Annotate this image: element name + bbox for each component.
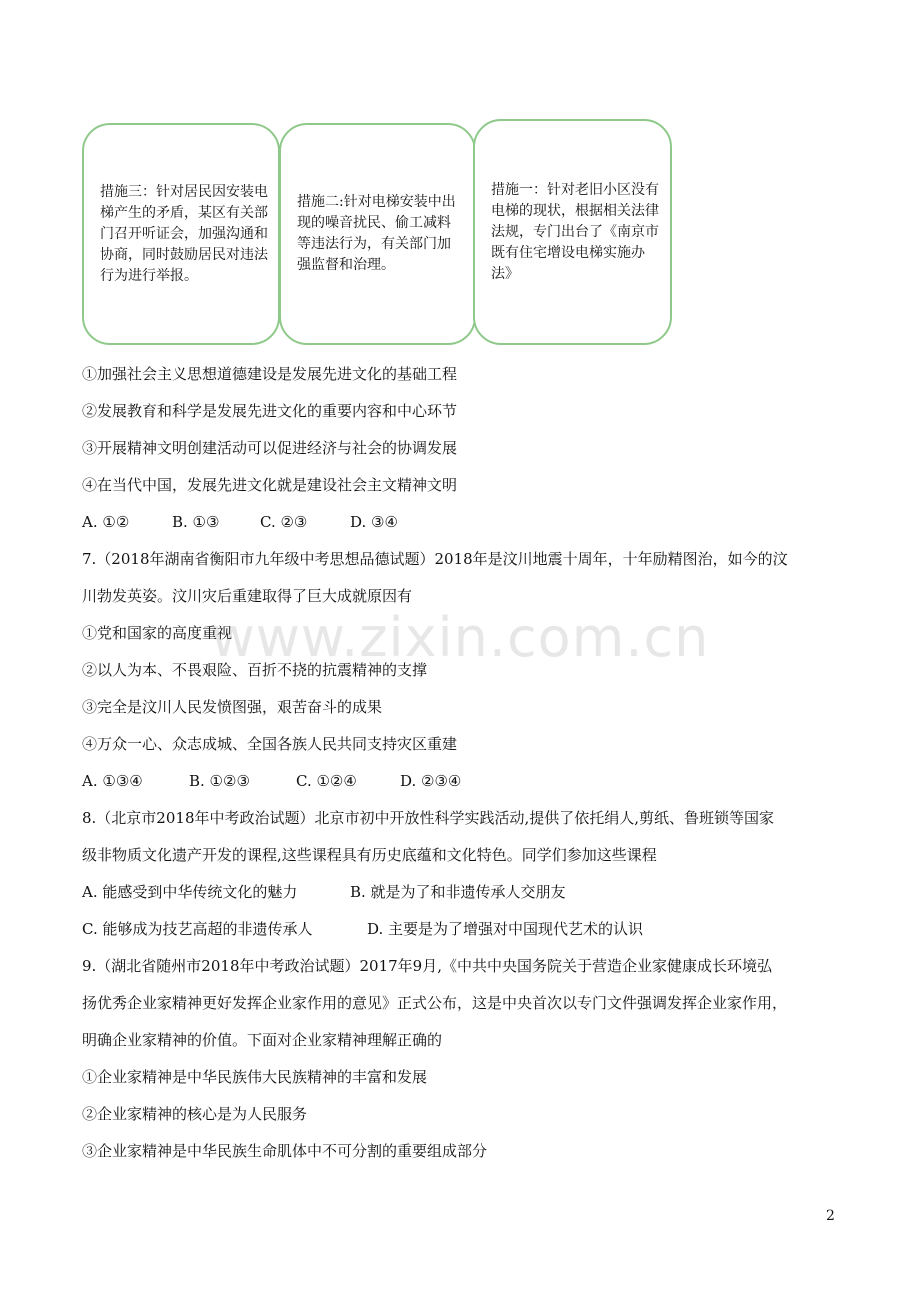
q6-statement-1: ①加强社会主义思想道德建设是发展先进文化的基础工程	[82, 365, 458, 383]
q8-stem-line-1: 8.（北京市2018年中考政治试题）北京市初中开放性科学实践活动,提供了依托绢人,剪纸、鲁班锁等国家	[82, 809, 775, 827]
q6-option-c: C. ②③	[260, 513, 308, 531]
q7-option-d: D. ②③④	[400, 772, 462, 790]
q7-stem-line-1: 7.（2018年湖南省衡阳市九年级中考思想品德试题）2018年是汶川地震十周年，十年励精图治，如今的汶	[82, 550, 788, 568]
q6-statement-4: ④在当代中国，发展先进文化就是建设社会主文精神文明	[82, 476, 458, 494]
watermark: www.zixin.com.cn	[210, 606, 710, 669]
q9-statement-3: ③企业家精神是中华民族生命肌体中不可分割的重要组成部分	[82, 1142, 488, 1160]
measure-one-box	[473, 119, 672, 345]
measure-three-text: 措施三：针对居民因安装电梯产生的矛盾，某区有关部门召开听证会，加强沟通和协商，同时鼓励居民对违法行为进行举报。	[100, 183, 268, 284]
q6-statement-2: ②发展教育和科学是发展先进文化的重要内容和中心环节	[82, 402, 458, 420]
q6-option-b: B. ①③	[172, 513, 220, 531]
measures-diagram	[82, 119, 672, 347]
measure-two-text: 措施二:针对电梯安装中出现的噪音扰民、偷工减料等违法行为，有关部门加强监督和治理。	[297, 194, 456, 273]
q9-statement-1: ①企业家精神是中华民族伟大民族精神的丰富和发展	[82, 1068, 428, 1086]
q8-stem-line-2: 级非物质文化遗产开发的课程,这些课程具有历史底蕴和文化特色。同学们参加这些课程	[82, 846, 657, 864]
q7-option-a: A. ①③④	[82, 772, 143, 790]
q9-statement-2: ②企业家精神的核心是为人民服务	[82, 1105, 308, 1123]
q6-statement-3: ③开展精神文明创建活动可以促进经济与社会的协调发展	[82, 439, 458, 457]
q8-options-row-1	[82, 881, 566, 903]
q7-statement-4: ④万众一心、众志成城、全国各族人民共同支持灾区重建	[82, 735, 458, 753]
q6-option-d: D. ③④	[350, 513, 398, 531]
q8-option-c: C. 能够成为技艺高超的非遗传承人	[82, 920, 313, 938]
q7-stem-line-2: 川勃发英姿。汶川灾后重建取得了巨大成就原因有	[82, 587, 413, 605]
q9-stem-line-1: 9.（湖北省随州市2018年中考政治试题）2017年9月,《中共中央国务院关于营造企业家健康成长环境弘	[82, 957, 772, 975]
q7-option-c: C. ①②④	[296, 772, 357, 790]
q8-option-a: A. 能感受到中华传统文化的魅力	[82, 883, 298, 901]
q7-statement-3: ③完全是汶川人民发愤图强，艰苦奋斗的成果	[82, 698, 383, 716]
q8-option-b: B. 就是为了和非遗传承人交朋友	[350, 883, 566, 901]
q7-options	[82, 770, 461, 792]
q7-statement-1: ①党和国家的高度重视	[82, 624, 233, 642]
q7-option-b: B. ①②③	[189, 772, 250, 790]
q9-stem-line-2: 扬优秀企业家精神更好发挥企业家作用的意见》正式公布，这是中央首次以专门文件强调发挥企业家作用，	[82, 994, 788, 1012]
q8-option-d: D. 主要是为了增强对中国现代艺术的认识	[367, 920, 644, 938]
measure-one-text: 措施一：针对老旧小区没有电梯的现状，根据相关法律法规，专门出台了《南京市既有住宅增设电梯实施办法》	[491, 181, 659, 282]
q9-stem-line-3: 明确企业家精神的价值。下面对企业家精神理解正确的	[82, 1031, 443, 1049]
q6-option-a: A. ①②	[82, 513, 130, 531]
measure-two-box	[279, 123, 476, 345]
measure-three-box	[82, 123, 280, 345]
q6-options	[82, 511, 398, 533]
q7-statement-2: ②以人为本、不畏艰险、百折不挠的抗震精神的支撑	[82, 661, 428, 679]
q8-options-row-2	[82, 918, 643, 940]
page-number: 2	[826, 1208, 835, 1224]
